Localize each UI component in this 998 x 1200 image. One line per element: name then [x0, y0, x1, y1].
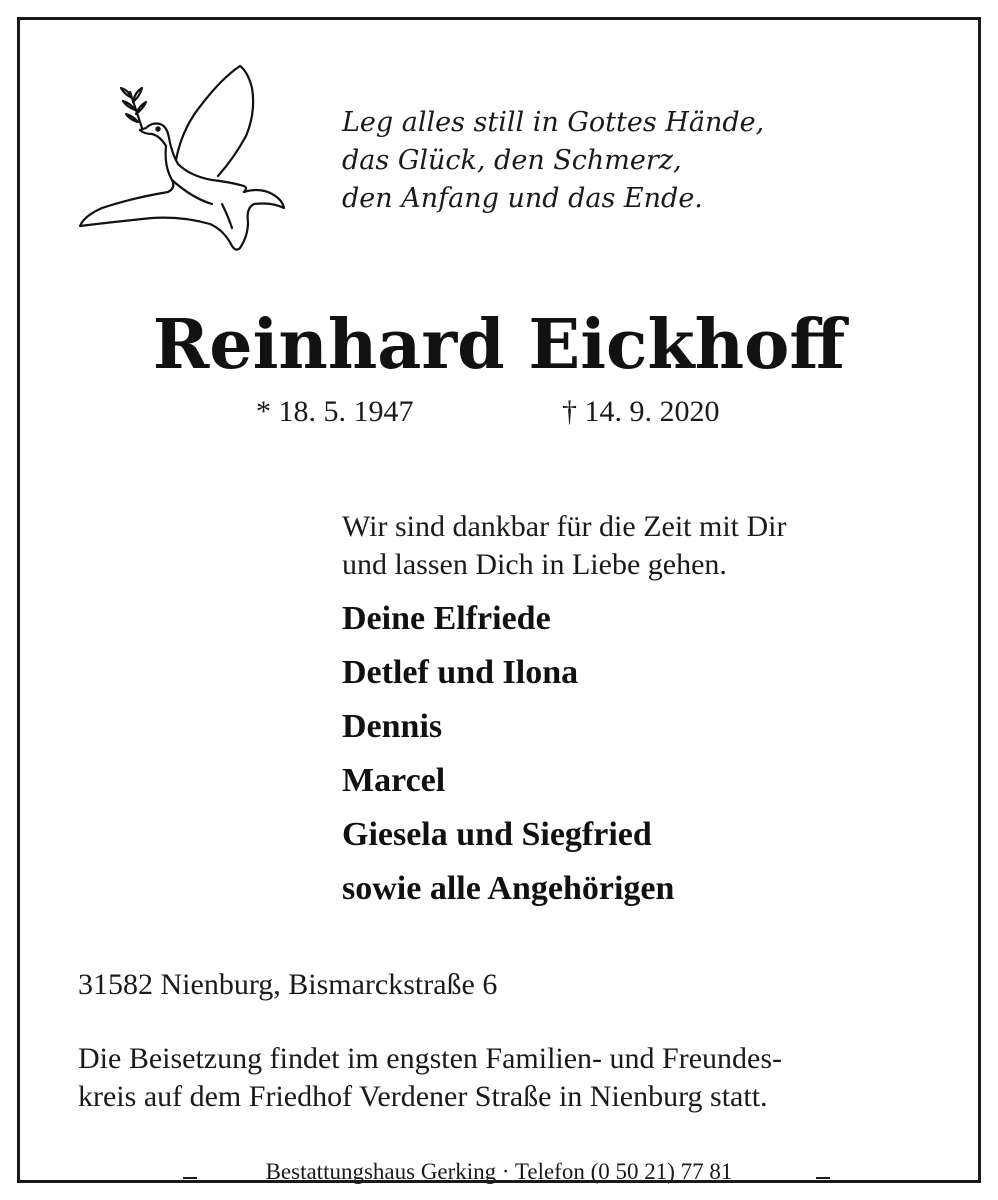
burial-notice — [78, 1040, 782, 1116]
funeral-home-contact: Bestattungshaus Gerking · Telefon (0 50 21) 77 81 — [265, 1159, 733, 1184]
death-date: † 14. 9. 2020 — [562, 395, 720, 428]
poem-verse — [342, 104, 764, 218]
poem-line: Leg alles still in Gottes Hände, — [342, 107, 765, 138]
deceased-name: Reinhard Eickhoff — [152, 305, 846, 385]
dove-with-olive-branch-icon — [72, 58, 304, 256]
poem-line: das Glück, den Schmerz, — [342, 145, 682, 176]
burial-line: kreis auf dem Friedhof Verdener Straße in Nienburg statt. — [78, 1080, 768, 1113]
mourners-list — [342, 592, 674, 916]
funeral-home-footer — [20, 1158, 978, 1186]
mourner-name: Dennis — [342, 708, 443, 745]
thanks-line: Wir sind dankbar für die Zeit mit Dir — [342, 510, 787, 543]
mourner-name: Deine Elfriede — [342, 600, 551, 637]
mourner-name: Detlef und Ilona — [342, 654, 579, 691]
mourner-name: sowie alle Angehörigen — [342, 870, 675, 907]
thanks-text — [342, 508, 787, 584]
thanks-line: und lassen Dich in Liebe gehen. — [342, 548, 727, 581]
mourner-name: Giesela und Siegfried — [342, 816, 652, 853]
mourner-name: Marcel — [342, 762, 446, 799]
burial-line: Die Beisetzung findet im engsten Familien- und Freundes- — [78, 1042, 783, 1075]
poem-line: den Anfang und das Ende. — [342, 183, 703, 214]
family-address: 31582 Nienburg, Bismarckstraße 6 — [78, 968, 498, 1001]
birth-date: * 18. 5. 1947 — [256, 395, 414, 428]
